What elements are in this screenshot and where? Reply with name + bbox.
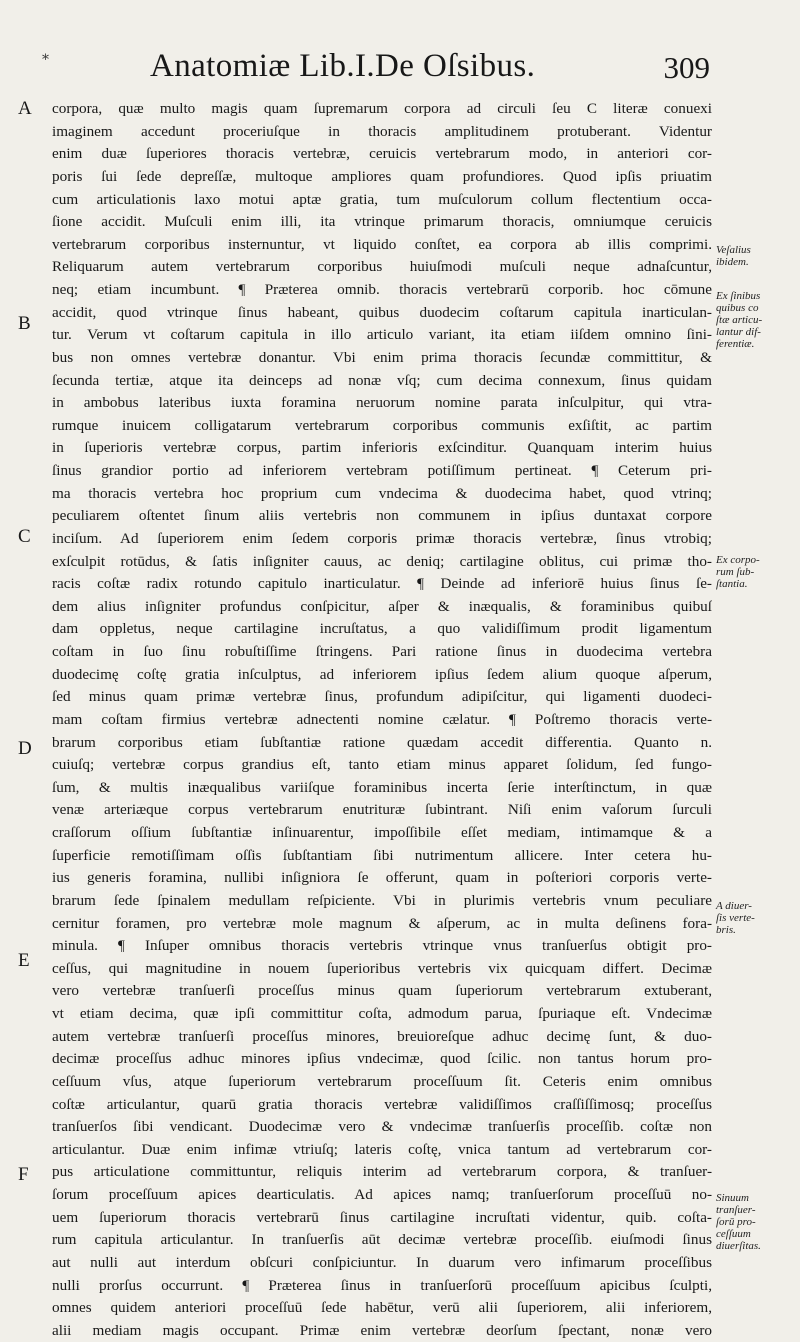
text-line: brarum ſede ſpinalem medullam reſpiciente. Vbi in plurimis vertebris vnum peculiare	[52, 891, 712, 909]
margin-note-sinuum	[716, 1192, 796, 1252]
text-line: peculiarem oſtentet ſinum aliis vertebris non communem in ipſius duntaxat corpore	[52, 507, 712, 525]
text-line: cum articulationis laxo motui aptæ gratia, tum muſculorum collum flectentium occa-	[52, 190, 712, 208]
margin-note-sinibus	[716, 290, 796, 350]
text-line: ſecunda tertiæ, atque ita deinceps ad nonæ vſq; cum decima connexum, ſinus quidam	[52, 371, 712, 389]
text-line: ſum, & multis inæqualibus variiſque foraminibus incerta ſerie interſtinctum, in quæ	[52, 778, 712, 796]
margin-note-vesalius	[716, 244, 796, 268]
section-letter-c: C	[18, 526, 31, 547]
text-line: articulantur. Duæ enim infimæ vtriuſq; lateris coſtę, vnica tantum ad vertebrarum cor-	[52, 1140, 712, 1158]
text-line: rumque inuicem colligatarum vertebrarum corporibus communis exſiſtit, ac partim	[52, 416, 712, 434]
text-line: autem vertebræ tranſuerſi proceſſus minores, breuioreſque adhuc decimę ſunt, & duo-	[52, 1027, 712, 1045]
text-line: alii mediam magis occupant. Primæ enim vertebræ deorſum ſpectant, nonæ vero	[52, 1321, 712, 1339]
margin-note-line: ceſſuum	[716, 1228, 751, 1240]
margin-note-line: Sinuum	[716, 1192, 749, 1204]
text-line: Reliquarum autem vertebrarum corporibus huiuſmodi muſculi neque adnaſcuntur,	[52, 258, 712, 276]
text-line: corpora, quæ multo magis quam ſupremarum corpora ad circuli ſeu C literæ conuexi	[52, 100, 712, 117]
page-number: 309	[663, 50, 710, 85]
text-line: nulli prorſus occurrunt. ¶ Præterea ſinus in tranſuerſorū proceſſuum apicibus ſculpti,	[52, 1276, 712, 1294]
text-line: ſione accidit. Muſculi enim illi, ita vtrinque primarum thoracis, omniumque ceruicis	[52, 213, 712, 231]
text-line: minula. ¶ Inſuper omnibus thoracis vertebris vtrinque vnus tranſuerſus obtigit pro-	[52, 937, 712, 955]
text-line: poris ſui ſede depreſſæ, multoque ampliores quam profundiores. Quod ipſis priuatim	[52, 167, 712, 185]
text-line: venæ arteriæque corpus vertebrarum enutrituræ ſubintrant. Niſi enim vaſorum ſurculi	[52, 801, 712, 819]
text-line: ma thoracis vertebra hoc proprium cum vndecima & duodecima habet, quod vtrinq;	[52, 484, 712, 502]
text-line: craſſorum oſſium ſubſtantiæ inſinuarentur, impoſſibile eſſet mediam, intimamque & a	[52, 824, 712, 841]
text-line: in ambobus lateribus iuxta foramina neruorum nomine parata inſculpitur, qui vtra-	[52, 394, 712, 412]
margin-note-line: bris.	[716, 924, 736, 936]
body-text	[52, 98, 712, 1342]
text-line: inciſum. Ad ſuperiorem enim ſedem corporis primæ thoracis vertebræ, ſinus vtrobiq;	[52, 529, 712, 547]
text-line: duodecimę coſtę gratia inſculptus, ad inferiorem ipſius ſedem alium quoque aſperum,	[52, 665, 712, 683]
text-line: ceſſus, qui magnitudine in nouem ſuperioribus vertebris vix quicquam differt. Decimæ	[52, 959, 712, 977]
text-line: exſculpit rotūdus, & ſatis inſigniter cauus, ac deniq; cartilagine oblitus, cui primæ tho-	[52, 552, 712, 570]
text-line: neq; etiam incumbunt. ¶ Præterea omnib. thoracis vertebrarū corporib. hoc cōmune	[52, 281, 712, 298]
text-line: cuiuſq; vertebræ corpus grandius eſt, tanto etiam minus apparet ſolidum, ſed fungo-	[52, 756, 712, 774]
text-line: vero vertebræ tranſuerſi proceſſus minus quam ſuperiorum vertebrarum extuberant,	[52, 982, 712, 1000]
text-line: ſorum proceſſuum apices dearticulatis. Ad apices namq; tranſuerſorum proceſſuū no-	[52, 1186, 712, 1203]
text-line: omnes quidem anteriori proceſſuū ſede habētur, verū alii ſuperiorem, alii inferiorem,	[52, 1299, 712, 1317]
text-line: in ſuperioris vertebræ corpus, partim inferioris exſcinditur. Quanquam interim huius	[52, 439, 712, 457]
text-line: tur. Verum vt coſtarum capitula in illo articulo variant, ita etiam iiſdem omnino ſini-	[52, 326, 712, 344]
text-line: imaginem accedunt proceriuſque in thoracis amplitudinem protuberant. Videntur	[52, 122, 712, 140]
margin-note-line: rum ſub-	[716, 566, 755, 578]
text-line: ſed minus quam primæ vertebræ ſinus, profundum adipiſcitur, qui ligamenti duodeci-	[52, 688, 712, 706]
text-line: bus non omnes vertebræ donantur. Vbi enim prima thoracis ſecundæ committitur, &	[52, 348, 712, 366]
margin-note-line: diuerſitas.	[716, 1240, 761, 1252]
text-line: pus articulatione committuntur, reliquis interim ad vertebrarum corpora, & tranſuer-	[52, 1163, 712, 1181]
text-line: dam oppletus, neque cartilagine incruſtatus, a quo validiſſimum prodit ligamentum	[52, 620, 712, 638]
margin-note-line: lantur dif-	[716, 326, 761, 338]
margin-note-substantia	[716, 554, 796, 590]
text-line: cernitur foramen, pro vertebræ mole magnum & aſperum, ac in multa deſinens fora-	[52, 914, 712, 932]
margin-note-line: Ex ſinibus	[716, 290, 761, 302]
text-line: vt etiam decima, quæ ipſi committitur coſta, admodum parua, ſpuriaque eſt. Vndecimæ	[52, 1005, 712, 1022]
margin-note-line: Ex corpo-	[716, 554, 760, 566]
section-letter-f: F	[18, 1164, 29, 1185]
text-line: ceſſuum vſus, atque ſuperiorum vertebrarum proceſſuum ſit. Ceteris enim omnibus	[52, 1072, 712, 1090]
section-letter-a: A	[18, 98, 32, 119]
margin-note-line: ſtæ articu-	[716, 314, 763, 326]
margin-note-line: ſtantia.	[716, 578, 748, 590]
text-line: ſuperficie remotiſſimam oſſis ſubſtantiam ſibi nutrimentum allicere. Inter cetera hu-	[52, 846, 712, 864]
margin-note-line: tranſuer-	[716, 1204, 756, 1216]
section-letter-b: B	[18, 313, 31, 334]
margin-note-line: ferentiæ.	[716, 338, 755, 350]
section-letter-d: D	[18, 738, 32, 759]
text-line: uem ſuperiorum thoracis vertebrarū ſinus cartilagine incruſtati videntur, quib. coſta-	[52, 1208, 712, 1226]
page-header	[150, 44, 710, 96]
text-line: dem alius inſigniter profundus conſpicitur, aſper & inæqualis, & foraminibus quibuſ	[52, 597, 712, 615]
page-speck-mark: *	[42, 52, 49, 68]
text-line: mam coſtam firmius vertebræ adnectenti nomine cælatur. ¶ Poſtremo thoracis verte-	[52, 710, 712, 728]
margin-note-line: ibidem.	[716, 256, 749, 268]
text-line: coſtæ articulantur, quarū gratia thoracis vertebræ validiſſimos craſſiſſimosq; proceſſus	[52, 1095, 712, 1113]
margin-note-line: ſis verte-	[716, 912, 755, 924]
margin-note-line: A diuer-	[716, 900, 752, 912]
text-line: rum capitula articulantur. In tranſuerſis aūt decimæ vertebræ proceſſib. eiuſmodi ſinus	[52, 1231, 712, 1249]
text-line: brarum corporibus etiam ſubſtantiæ ratione quædam accedit differentia. Quanto n.	[52, 733, 712, 751]
text-line: coſtam in ſuo ſinu robuſtiſſime ſtringens. Pari ratione ſinus in duodecima vertebra	[52, 643, 712, 660]
margin-note-diversis	[716, 900, 796, 936]
text-line: ius generis foramina, nullibi inſigniora ſe offerunt, quam in poſteriori corporis verte-	[52, 869, 712, 887]
text-line: decimæ proceſſus adhuc minores ipſius vndecimæ, quod ſcilic. non tantus horum pro-	[52, 1050, 712, 1068]
margin-note-line: ſorū pro-	[716, 1216, 756, 1228]
text-line: tranſuerſos ſibi vendicant. Duodecimæ vero & vndecimæ tranſuerſis proceſſib. coſtæ non	[52, 1118, 712, 1136]
text-line: enim duæ ſuperiores thoracis vertebræ, ceruicis vertebrarum modo, in anteriori cor-	[52, 145, 712, 163]
text-line: racis coſtæ radix rotundo capitulo inarticulatur. ¶ Deinde ad inferiorē huius ſinus ſe-	[52, 575, 712, 593]
text-line: ſinus grandior portio ad inferiorem vertebram potiſſimum pertineat. ¶ Ceterum pri-	[52, 462, 712, 479]
margin-note-line: Veſalius	[716, 244, 751, 256]
margin-note-line: quibus co	[716, 302, 759, 314]
section-letter-e: E	[18, 950, 30, 971]
text-line: accidit, quod vtrinque ſinus habeant, quibus duodecim coſtarum capitula inarticulan-	[52, 303, 712, 321]
running-title: Anatomiæ Lib.I.De Oſsibus.	[150, 48, 536, 84]
text-line: vertebrarum corporibus insternuntur, vt liquido conſtet, ea corpora ab illis comprimi.	[52, 235, 712, 253]
text-line: aut nulli aut interdum obſcuri conſpiciuntur. In duarum vero infimarum proceſſibus	[52, 1253, 712, 1271]
